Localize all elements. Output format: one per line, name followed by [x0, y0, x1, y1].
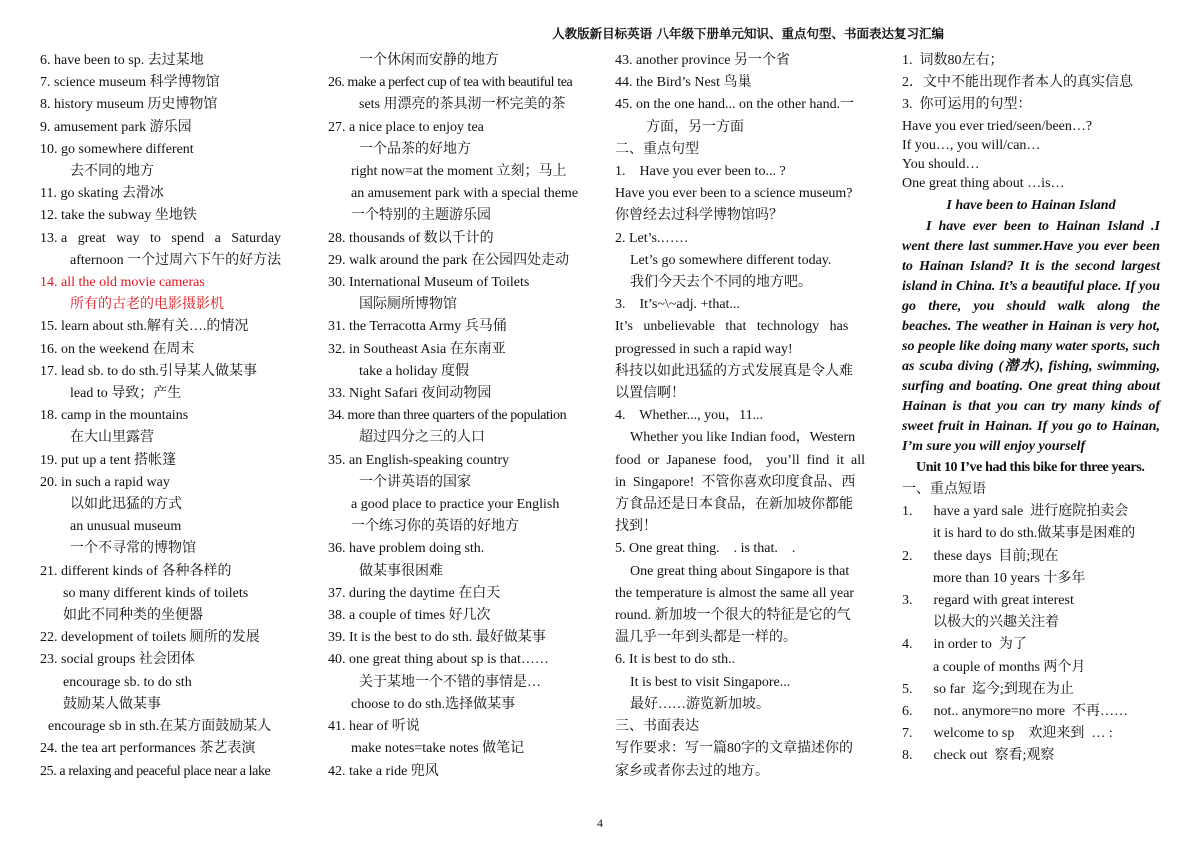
text-line: 科技以如此迅猛的方式发展真是令人难 — [615, 363, 853, 379]
text-line: 一个不寻常的博物馆 — [70, 541, 196, 557]
text-line: lead to 导致；产生 — [70, 386, 182, 402]
section-heading: 一、重点短语 — [902, 482, 986, 498]
unit-title: Unit 10 I’ve had this bike for three years. — [916, 459, 1145, 475]
text-line: progressed in such a rapid way! — [615, 341, 793, 357]
text-line: 18. camp in the mountains — [40, 408, 189, 424]
requirement-line: You should… — [902, 156, 980, 172]
text-line: 3. It’s~\~adj. +that... — [615, 297, 740, 313]
text-line: 鼓励某人做某事 — [63, 696, 161, 712]
text-line: 30. International Museum of Toilets — [328, 275, 530, 291]
phrase-line: 1. have a yard sale 进行庭院拍卖会 — [902, 504, 1129, 520]
text-line: 35. an English-speaking country — [328, 452, 510, 468]
text-line: 如此不同种类的坐便器 — [63, 608, 203, 624]
phrase-line: a couple of months 两个月 — [933, 659, 1086, 675]
text-line: 关于某地一个不错的事情是… — [359, 674, 541, 690]
text-line: 19. put up a tent 搭帐篷 — [40, 452, 177, 468]
text-line: 36. have problem doing sth. — [328, 541, 485, 557]
text-line: 以置信啊！ — [615, 386, 685, 402]
text-line: the temperature is almost the same all year — [615, 585, 855, 601]
requirement-line: If you…, you will/can… — [902, 137, 1041, 153]
text-line: 8. history museum 历史博物馆 — [40, 97, 218, 113]
text-line: an unusual museum — [70, 519, 182, 535]
text-line: 29. walk around the park 在公园四处走动 — [328, 252, 570, 268]
phrase-line: 2. these days 目前;现在 — [902, 548, 1059, 564]
text-line: round. 新加坡一个很大的特征是它的气 — [615, 608, 851, 624]
text-line: afternoon 一个过周六下午的好方法 — [70, 252, 282, 268]
text-line: 家乡或者你去过的地方。 — [615, 763, 769, 779]
phrase-line: 3. regard with great interest — [902, 593, 1074, 609]
text-line: 写作要求：写一篇80字的文章描述你的 — [615, 741, 853, 757]
text-line: 32. in Southeast Asia 在东南亚 — [328, 341, 506, 357]
text-line: 41. hear of 听说 — [328, 719, 420, 735]
text-line: 20. in such a rapid way — [40, 474, 170, 490]
highlighted-line: 14. all the old movie cameras — [40, 275, 205, 291]
highlighted-line: 所有的古老的电影摄影机 — [70, 297, 224, 313]
text-line: 你曾经去过科学博物馆吗？ — [615, 208, 783, 224]
text-line: 43. another province 另一个省 — [615, 53, 790, 68]
page-number: 4 — [597, 816, 603, 830]
section-heading: 二、重点句型 — [615, 141, 699, 157]
text-line: choose to do sth.选择做某事 — [351, 696, 516, 712]
text-line: 23. social groups 社会团体 — [40, 652, 195, 668]
text-line: 一个品茶的好地方 — [359, 141, 471, 157]
column-4 — [902, 50, 1160, 768]
text-line: 做某事很困难 — [359, 563, 443, 579]
text-line: 42. take a ride 兜风 — [328, 763, 439, 779]
column-3 — [615, 50, 873, 783]
text-line: 17. lead sb. to do sth.引导某人做某事 — [40, 363, 257, 379]
text-line: 一个休闲而安静的地方 — [359, 53, 499, 68]
text-line: encourage sb. to do sth — [63, 674, 192, 690]
text-line: so many different kinds of toilets — [63, 585, 249, 601]
text-line: 10. go somewhere different — [40, 141, 194, 157]
phrase-line: 以极大的兴趣关注着 — [933, 615, 1059, 631]
text-line: 9. amusement park 游乐园 — [40, 119, 192, 135]
phrase-line: more than 10 years 十多年 — [933, 570, 1086, 586]
text-line: 4. Whether..., you，11... — [615, 408, 764, 424]
phrase-line: 5. so far 迄今;到现在为止 — [902, 681, 1074, 697]
text-line: 6. have been to sp. 去过某地 — [40, 53, 204, 68]
phrase-line: 4. in order to 为了 — [902, 637, 1027, 653]
text-line: 6. It is best to do sth.. — [615, 652, 736, 668]
requirement-line: One great thing about …is… — [902, 175, 1065, 191]
text-line: One great thing about Singapore is that — [630, 563, 850, 579]
text-line: 44. the Bird’s Nest 鸟巢 — [615, 75, 752, 91]
text-line: 国际厕所博物馆 — [359, 297, 457, 313]
text-line: 37. during the daytime 在白天 — [328, 585, 501, 601]
text-line: 一个练习你的英语的好地方 — [351, 519, 519, 535]
text-line: 34. more than three quarters of the population — [328, 408, 567, 424]
text-line: 温几乎一年到头都是一样的。 — [615, 630, 797, 646]
text-line: 去不同的地方 — [70, 164, 154, 180]
text-line: 1. Have you ever been to... ? — [615, 164, 786, 180]
text-line: 一个讲英语的国家 — [359, 474, 471, 490]
text-line: 40. one great thing about sp is that…… — [328, 652, 549, 668]
text-line: 方面，另一方面 — [646, 119, 744, 135]
essay-title: I have been to Hainan Island — [946, 197, 1116, 213]
text-line: 超过四分之三的人口 — [359, 430, 485, 446]
phrase-line: 7. welcome to sp 欢迎来到 … : — [902, 726, 1113, 742]
text-line: encourage sb in sth.在某方面鼓励某人 — [48, 719, 272, 735]
text-line: 31. the Terracotta Army 兵马俑 — [328, 319, 507, 335]
phrase-line: it is hard to do sth.做某事是困难的 — [933, 526, 1136, 542]
text-line: 22. development of toilets 厕所的发展 — [40, 630, 260, 646]
text-line: Have you ever been to a science museum? — [615, 186, 853, 202]
section-heading: 三、书面表达 — [615, 719, 699, 735]
text-line: make notes=take notes 做笔记 — [351, 741, 525, 757]
text-line: 13. a great way to spend a Saturday — [40, 230, 282, 246]
text-line: food or Japanese food, you’ll find it all — [615, 452, 866, 468]
text-line: 5. One great thing. . is that. . — [615, 541, 796, 557]
text-line: in Singapore! 不管你喜欢印度食品、西 — [615, 474, 856, 490]
requirement-line: 2．文中不能出现作者本人的真实信息 — [902, 75, 1133, 91]
requirement-line: 1. 词数80左右； — [902, 53, 1004, 68]
text-line: Let’s go somewhere different today. — [630, 252, 832, 268]
text-line: 在大山里露营 — [70, 430, 154, 446]
column-1 — [40, 50, 302, 783]
text-line: 24. the tea art performances 茶艺表演 — [40, 741, 256, 757]
text-line: 15. learn about sth.解有关….的情况 — [40, 319, 249, 335]
text-line: 28. thousands of 数以千计的 — [328, 230, 494, 246]
text-line: an amusement park with a special theme — [351, 186, 579, 202]
column-2 — [328, 50, 590, 783]
requirement-line: 3. 你可运用的句型： — [902, 97, 1032, 113]
text-line: It is best to visit Singapore... — [630, 674, 791, 690]
text-line: 12. take the subway 坐地铁 — [40, 208, 197, 224]
text-line: 45. on the one hand... on the other hand.一 — [615, 97, 855, 113]
phrase-line: 8. check out 察看;观察 — [902, 748, 1055, 764]
phrase-line: 6. not.. anymore=no more 不再…… — [902, 704, 1129, 720]
essay-body: I have ever been to Hainan Island .I went there last summer.Have you ever been to Hainan Island? It is the second largest island in China. It’s a beautiful place. If you go there, you should walk along the beaches. The weather in Hainan is very hot, so people like doing many water sports, such as scuba diving (潜水), fishing, swimming, surfing and boating. One great thing about Hainan is that you can try many kinds of sweet fruit in Hainan. If you go to Hainan, I’m sure you will enjoy yourself — [902, 218, 1160, 454]
text-line: 我们今天去个不同的地方吧。 — [630, 275, 812, 291]
text-line: 21. different kinds of 各种各样的 — [40, 563, 232, 579]
text-line: It’s unbelievable that technology has — [615, 319, 849, 335]
text-line: right now=at the moment 立刻；马上 — [351, 164, 567, 180]
text-line: 方食品还是日本食品，在新加坡你都能 — [615, 497, 853, 513]
text-line: 26. make a perfect cup of tea with beautiful tea — [328, 75, 573, 91]
text-line: 最好……游览新加坡。 — [630, 696, 770, 712]
text-line: 11. go skating 去滑冰 — [40, 186, 164, 202]
page-header: 人教版新目标英语 八年级下册单元知识、重点句型、书面表达复习汇编 — [552, 26, 944, 41]
text-line: Whether you like Indian food，Western — [630, 430, 856, 446]
text-line: 找到！ — [615, 519, 657, 535]
text-line: take a holiday 度假 — [359, 363, 470, 379]
requirement-line: Have you ever tried/seen/been…? — [902, 118, 1093, 134]
text-line: 16. on the weekend 在周末 — [40, 341, 195, 357]
text-line: 以如此迅猛的方式 — [70, 497, 182, 513]
text-line: 25. a relaxing and peaceful place near a lake — [40, 763, 271, 779]
text-line: 2. Let’s.…… — [615, 230, 689, 246]
text-line: 39. It is the best to do sth. 最好做某事 — [328, 630, 546, 646]
text-line: sets 用漂亮的茶具沏一杯完美的茶 — [359, 97, 566, 113]
text-line: 27. a nice place to enjoy tea — [328, 119, 484, 135]
text-line: a good place to practice your English — [351, 497, 560, 513]
text-line: 7. science museum 科学博物馆 — [40, 75, 220, 91]
text-line: 33. Night Safari 夜间动物园 — [328, 386, 492, 402]
text-line: 一个特别的主题游乐园 — [351, 208, 491, 224]
text-line: 38. a couple of times 好几次 — [328, 608, 491, 624]
